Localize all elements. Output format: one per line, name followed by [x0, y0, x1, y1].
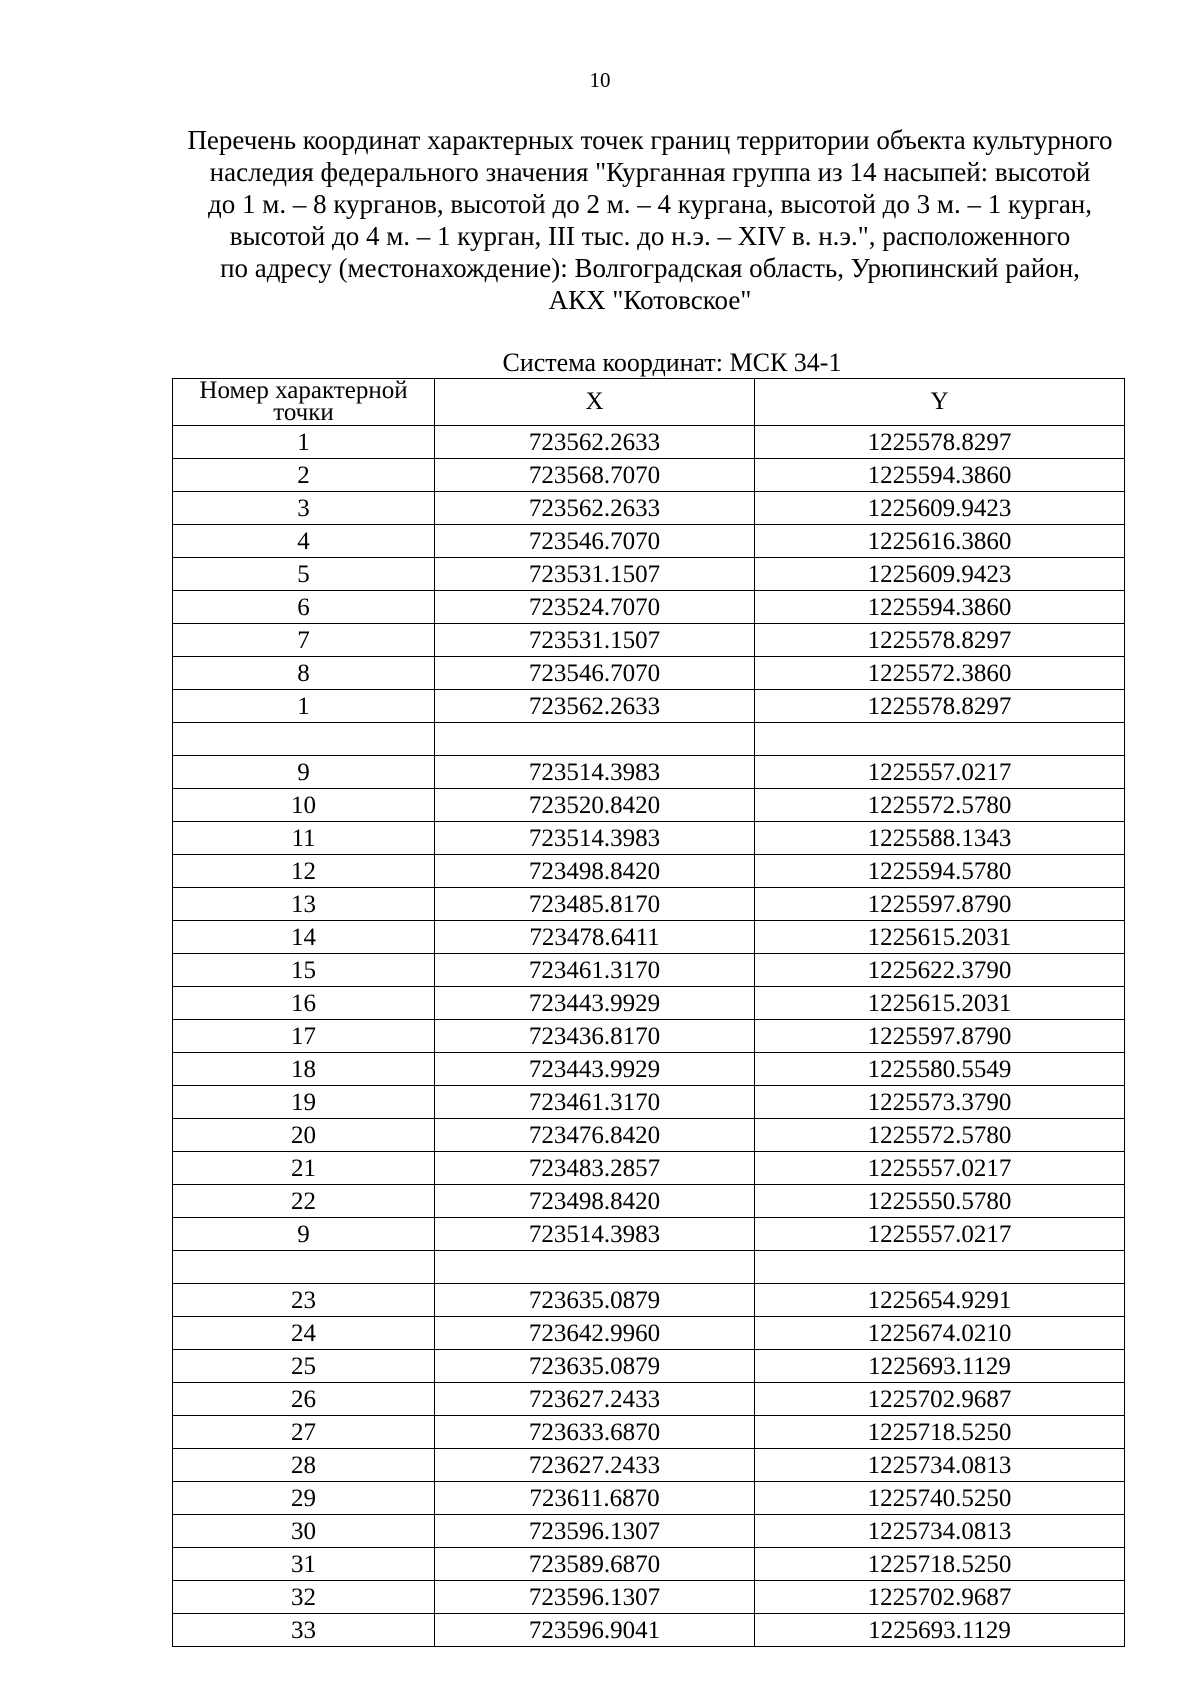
cell-y: 1225718.5250 [755, 1548, 1125, 1581]
table-row [173, 723, 1125, 756]
cell-x: 723596.9041 [435, 1614, 755, 1647]
cell-x: 723498.8420 [435, 855, 755, 888]
table-row [173, 888, 1125, 921]
cell-y: 1225578.8297 [755, 690, 1125, 723]
cell-y: 1225693.1129 [755, 1350, 1125, 1383]
cell-x: 723520.8420 [435, 789, 755, 822]
cell-x: 723461.3170 [435, 954, 755, 987]
title-line: по адресу (местонахождение): Волгоградская область, Урюпинский район, [220, 253, 1080, 283]
cell-point-number: 6 [173, 591, 435, 624]
cell-x: 723568.7070 [435, 459, 755, 492]
cell-point-number: 7 [173, 624, 435, 657]
table-row [173, 756, 1125, 789]
title-line: до 1 м. – 8 курганов, высотой до 2 м. – 4 кургана, высотой до 3 м. – 1 курган, [208, 189, 1092, 219]
cell-y: 1225702.9687 [755, 1383, 1125, 1416]
cell-point-number: 25 [173, 1350, 435, 1383]
cell-point-number: 27 [173, 1416, 435, 1449]
cell-point-number: 18 [173, 1053, 435, 1086]
table-row [173, 1482, 1125, 1515]
cell-y: 1225572.5780 [755, 789, 1125, 822]
table-row [173, 855, 1125, 888]
table-row [173, 1284, 1125, 1317]
cell-x: 723514.3983 [435, 1218, 755, 1251]
cell-x: 723596.1307 [435, 1515, 755, 1548]
table-row [173, 1053, 1125, 1086]
cell-x: 723633.6870 [435, 1416, 755, 1449]
cell-y: 1225702.9687 [755, 1581, 1125, 1614]
title-line: наследия федерального значения "Курганная группа из 14 насыпей: высотой [209, 157, 1091, 187]
table-row [173, 1185, 1125, 1218]
cell-y: 1225557.0217 [755, 1152, 1125, 1185]
table-row [173, 657, 1125, 690]
cell-x: 723635.0879 [435, 1284, 755, 1317]
cell-y: 1225597.8790 [755, 1020, 1125, 1053]
table-row [173, 1020, 1125, 1053]
cell-point-number: 28 [173, 1449, 435, 1482]
header-y: Y [755, 379, 1125, 426]
cell-point-number: 12 [173, 855, 435, 888]
table-row [173, 1119, 1125, 1152]
cell-point-number: 19 [173, 1086, 435, 1119]
cell-y: 1225572.3860 [755, 657, 1125, 690]
cell-y: 1225615.2031 [755, 987, 1125, 1020]
cell-x: 723627.2433 [435, 1449, 755, 1482]
cell-x: 723514.3983 [435, 822, 755, 855]
table-row [173, 624, 1125, 657]
cell-x: 723531.1507 [435, 558, 755, 591]
cell-x: 723524.7070 [435, 591, 755, 624]
table-row [173, 1416, 1125, 1449]
cell-y: 1225588.1343 [755, 822, 1125, 855]
cell-x: 723476.8420 [435, 1119, 755, 1152]
title-line: Перечень координат характерных точек границ территории объекта культурного [187, 125, 1113, 155]
header-point-number: Номер характерной точки [173, 379, 435, 426]
cell-point-number: 32 [173, 1581, 435, 1614]
cell-y: 1225578.8297 [755, 624, 1125, 657]
cell-point-number: 26 [173, 1383, 435, 1416]
table-row [173, 1086, 1125, 1119]
cell-point-number: 9 [173, 1218, 435, 1251]
table-row [173, 1581, 1125, 1614]
cell-y: 1225718.5250 [755, 1416, 1125, 1449]
cell-point-number: 30 [173, 1515, 435, 1548]
cell-x: 723635.0879 [435, 1350, 755, 1383]
cell-y: 1225693.1129 [755, 1614, 1125, 1647]
cell-x: 723498.8420 [435, 1185, 755, 1218]
cell-point-number: 11 [173, 822, 435, 855]
cell-x: 723531.1507 [435, 624, 755, 657]
cell-y: 1225609.9423 [755, 492, 1125, 525]
cell-y: 1225557.0217 [755, 756, 1125, 789]
table-row [173, 1515, 1125, 1548]
table-row [173, 558, 1125, 591]
cell-point-number: 15 [173, 954, 435, 987]
table-row [173, 954, 1125, 987]
cell-point-number: 33 [173, 1614, 435, 1647]
cell-point-number: 9 [173, 756, 435, 789]
cell-y: 1225597.8790 [755, 888, 1125, 921]
coordinates-table [172, 378, 1125, 1647]
table-row [173, 921, 1125, 954]
cell-point-number: 13 [173, 888, 435, 921]
cell-point-number: 29 [173, 1482, 435, 1515]
cell-point-number: 3 [173, 492, 435, 525]
table-body [173, 426, 1125, 1647]
table-row [173, 822, 1125, 855]
cell-y: 1225622.3790 [755, 954, 1125, 987]
cell-y: 1225674.0210 [755, 1317, 1125, 1350]
cell-x: 723611.6870 [435, 1482, 755, 1515]
cell-x: 723562.2633 [435, 492, 755, 525]
cell-y: 1225578.8297 [755, 426, 1125, 459]
cell-x: 723483.2857 [435, 1152, 755, 1185]
cell-y: 1225740.5250 [755, 1482, 1125, 1515]
cell-x: 723514.3983 [435, 756, 755, 789]
cell-y: 1225616.3860 [755, 525, 1125, 558]
cell-x: 723562.2633 [435, 426, 755, 459]
cell-y: 1225609.9423 [755, 558, 1125, 591]
cell-point-number: 8 [173, 657, 435, 690]
title-line: АКХ "Котовское" [548, 285, 752, 315]
cell-x: 723443.9929 [435, 1053, 755, 1086]
coordinate-system-caption: Система координат: МСК 34-1 [502, 348, 842, 377]
table-header-row [173, 379, 1125, 426]
cell-point-number: 23 [173, 1284, 435, 1317]
cell-x: 723485.8170 [435, 888, 755, 921]
table-row [173, 690, 1125, 723]
table-row [173, 1350, 1125, 1383]
table-row [173, 492, 1125, 525]
table-row [173, 1317, 1125, 1350]
cell-point-number: 24 [173, 1317, 435, 1350]
cell-x: 723478.6411 [435, 921, 755, 954]
cell-x [435, 1251, 755, 1284]
table-row [173, 1383, 1125, 1416]
table-row [173, 525, 1125, 558]
cell-point-number: 1 [173, 690, 435, 723]
cell-point-number: 22 [173, 1185, 435, 1218]
cell-point-number: 21 [173, 1152, 435, 1185]
cell-point-number: 4 [173, 525, 435, 558]
cell-point-number: 2 [173, 459, 435, 492]
cell-point-number: 17 [173, 1020, 435, 1053]
cell-x: 723562.2633 [435, 690, 755, 723]
cell-x [435, 723, 755, 756]
table-row [173, 1449, 1125, 1482]
cell-point-number [173, 1251, 435, 1284]
table-row [173, 459, 1125, 492]
cell-y: 1225654.9291 [755, 1284, 1125, 1317]
cell-y: 1225557.0217 [755, 1218, 1125, 1251]
cell-point-number: 16 [173, 987, 435, 1020]
page-number: 10 [589, 68, 611, 92]
cell-x: 723642.9960 [435, 1317, 755, 1350]
cell-point-number: 31 [173, 1548, 435, 1581]
cell-y: 1225734.0813 [755, 1515, 1125, 1548]
cell-y: 1225594.3860 [755, 591, 1125, 624]
cell-y: 1225572.5780 [755, 1119, 1125, 1152]
cell-x: 723546.7070 [435, 657, 755, 690]
cell-y: 1225550.5780 [755, 1185, 1125, 1218]
document-title [150, 124, 1150, 316]
cell-point-number: 1 [173, 426, 435, 459]
cell-y: 1225580.5549 [755, 1053, 1125, 1086]
cell-y: 1225615.2031 [755, 921, 1125, 954]
cell-y: 1225594.5780 [755, 855, 1125, 888]
cell-y [755, 1251, 1125, 1284]
cell-y: 1225594.3860 [755, 459, 1125, 492]
table-row [173, 789, 1125, 822]
title-line: высотой до 4 м. – 1 курган, III тыс. до н.э. – XIV в. н.э.", расположенного [229, 221, 1071, 251]
cell-point-number: 20 [173, 1119, 435, 1152]
cell-x: 723589.6870 [435, 1548, 755, 1581]
table-row [173, 426, 1125, 459]
cell-y: 1225734.0813 [755, 1449, 1125, 1482]
table-row [173, 1218, 1125, 1251]
cell-point-number: 14 [173, 921, 435, 954]
cell-x: 723596.1307 [435, 1581, 755, 1614]
cell-x: 723443.9929 [435, 987, 755, 1020]
table-row [173, 1548, 1125, 1581]
table-row [173, 1251, 1125, 1284]
cell-x: 723546.7070 [435, 525, 755, 558]
cell-x: 723461.3170 [435, 1086, 755, 1119]
cell-point-number: 10 [173, 789, 435, 822]
table-row [173, 1152, 1125, 1185]
cell-y: 1225573.3790 [755, 1086, 1125, 1119]
cell-x: 723627.2433 [435, 1383, 755, 1416]
header-x: X [435, 379, 755, 426]
table-row [173, 591, 1125, 624]
table-row [173, 1614, 1125, 1647]
cell-point-number [173, 723, 435, 756]
cell-point-number: 5 [173, 558, 435, 591]
table-row [173, 987, 1125, 1020]
cell-y [755, 723, 1125, 756]
cell-x: 723436.8170 [435, 1020, 755, 1053]
